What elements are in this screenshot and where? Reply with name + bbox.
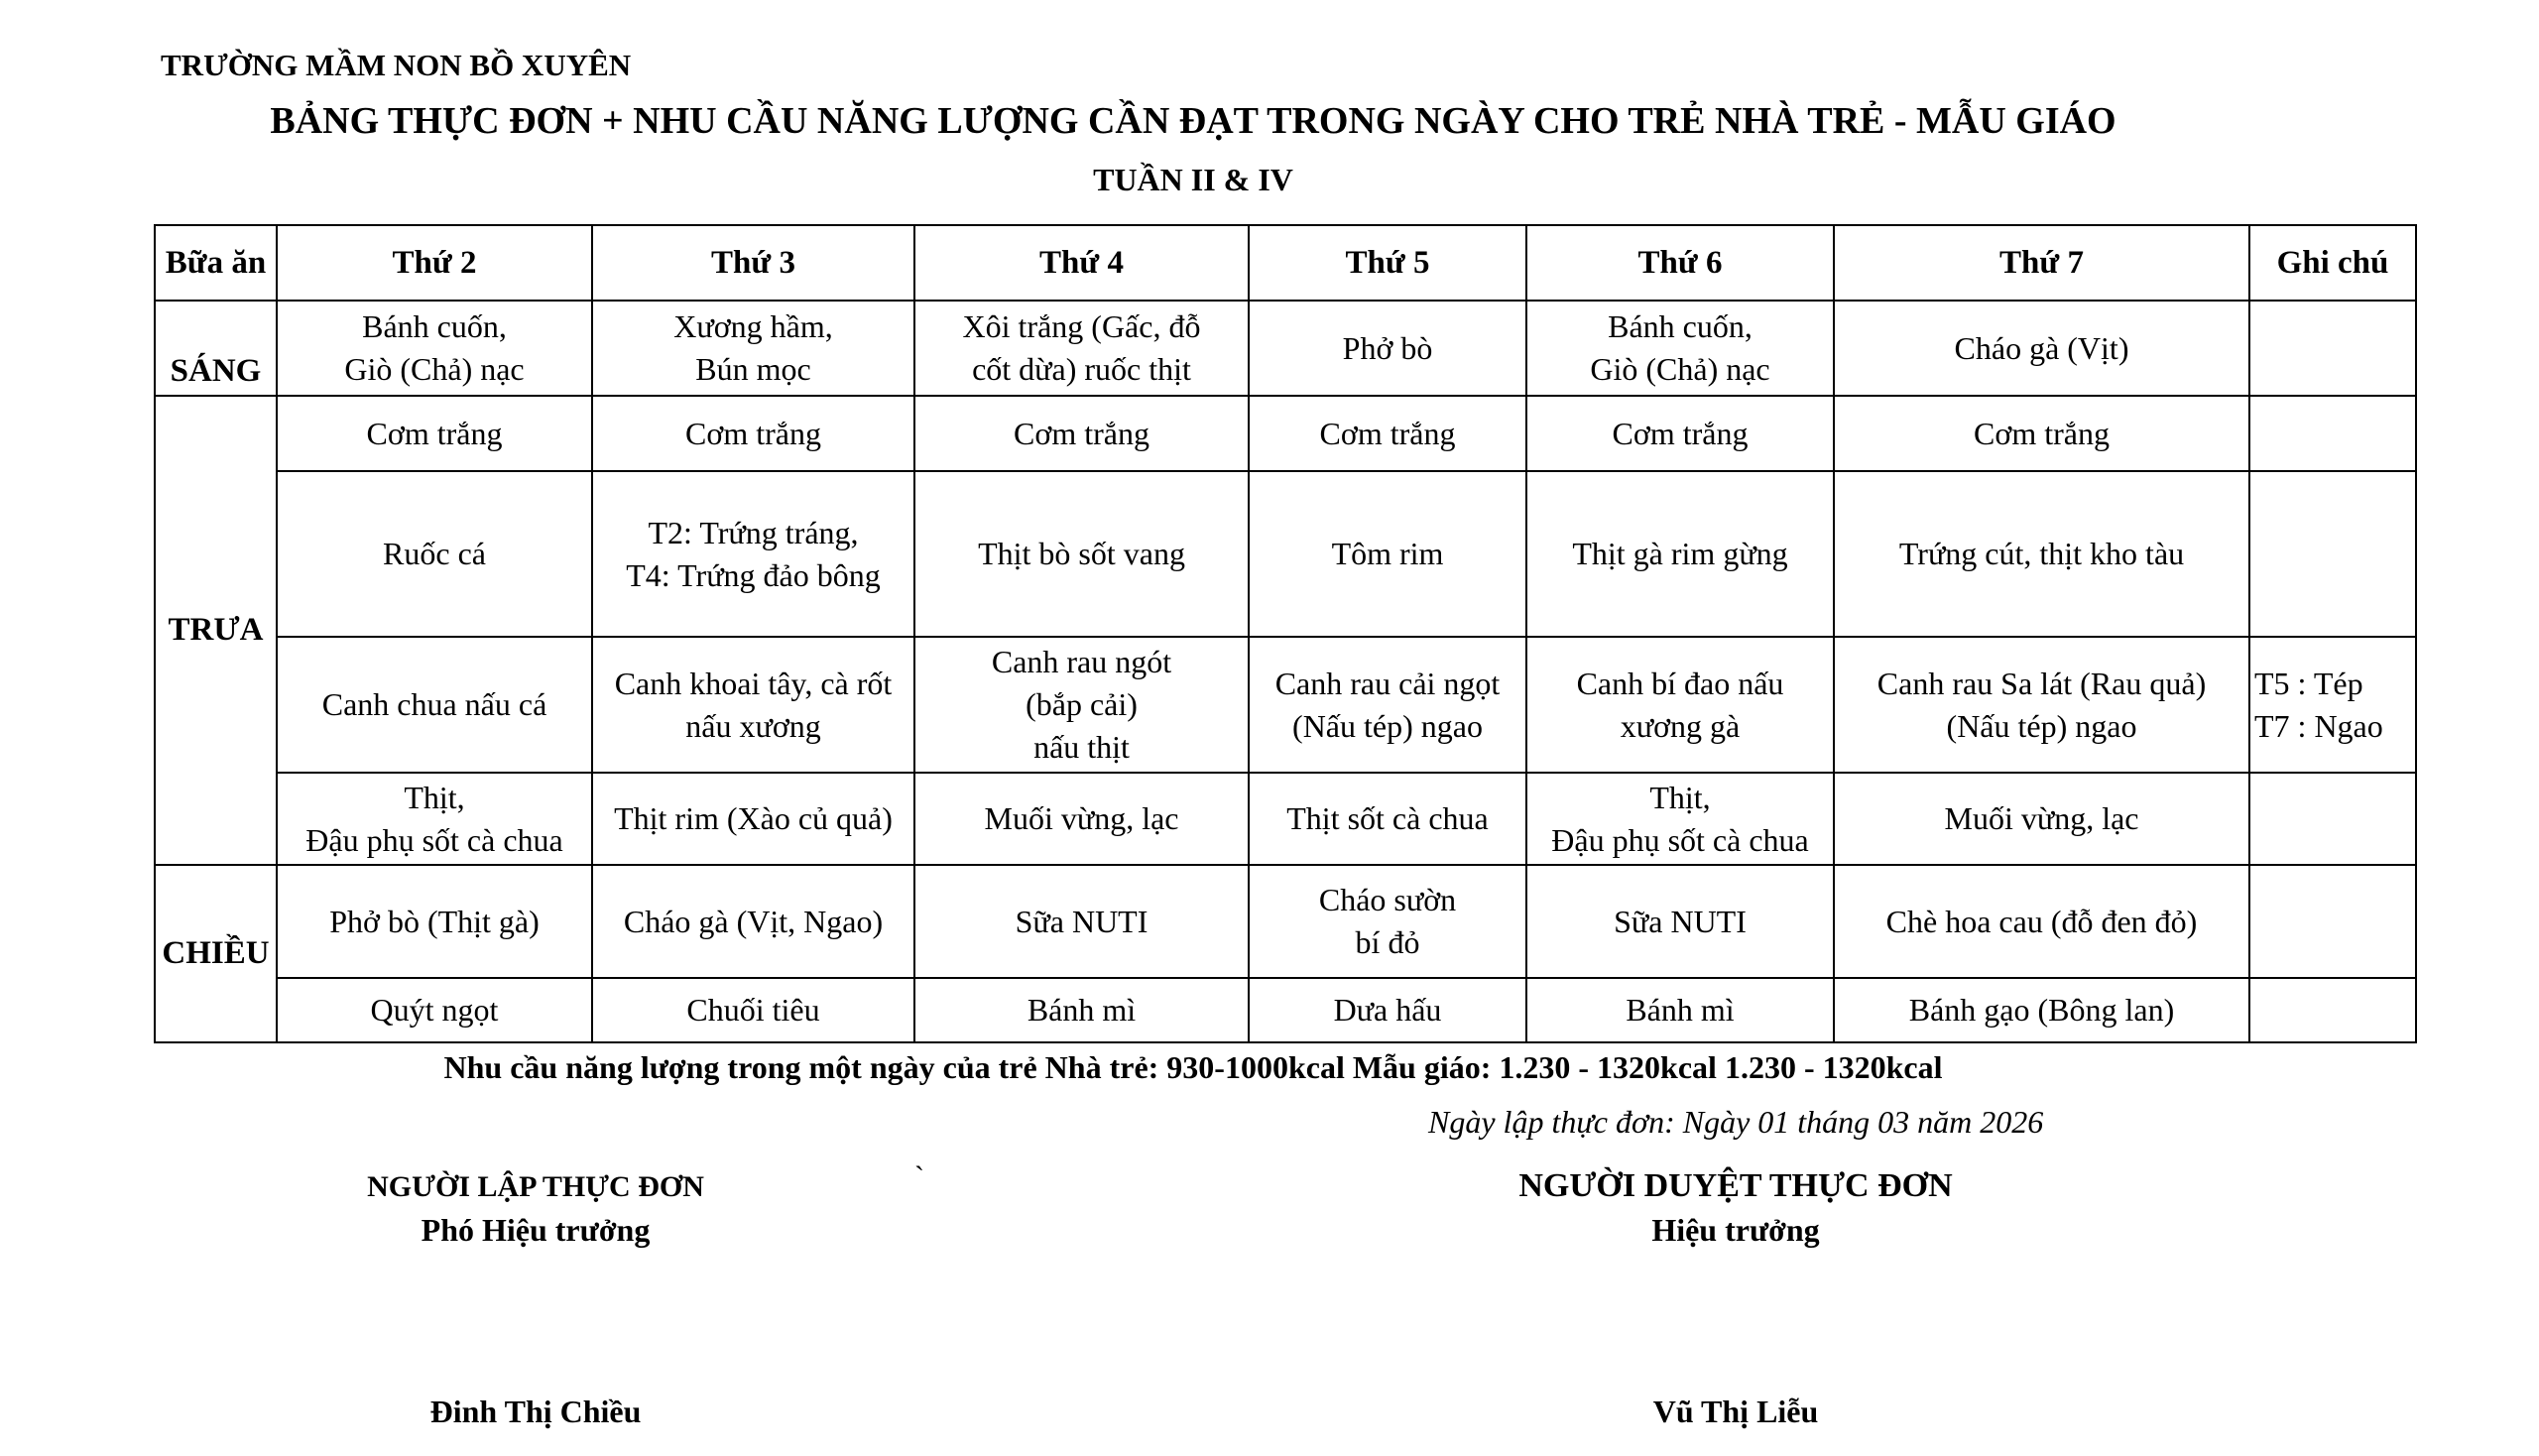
menu-cell: Thịt rim (Xào củ quả): [592, 773, 914, 865]
menu-cell: Ruốc cá: [277, 471, 592, 637]
menu-cell: Canh chua nấu cá: [277, 637, 592, 773]
menu-cell: Phở bò: [1249, 301, 1526, 396]
header-day-2: Thứ 2: [277, 225, 592, 301]
note-cell: [2249, 471, 2416, 637]
header-note: Ghi chú: [2249, 225, 2416, 301]
note-cell: T5 : Tép T7 : Ngao: [2249, 637, 2416, 773]
menu-cell: Bánh gạo (Bông lan): [1834, 978, 2249, 1042]
meal-label-morning: SÁNG: [155, 301, 277, 396]
menu-cell: Thịt bò sốt vang: [914, 471, 1249, 637]
menu-cell: Canh bí đao nấu xương gà: [1526, 637, 1834, 773]
week-label: TUẦN II & IV: [1093, 162, 1293, 197]
menu-cell: Canh khoai tây, cà rốt nấu xương: [592, 637, 914, 773]
menu-cell: Trứng cút, thịt kho tàu: [1834, 471, 2249, 637]
header-day-6: Thứ 6: [1526, 225, 1834, 301]
row-breakfast: [155, 301, 2416, 396]
meal-label-afternoon: CHIỀU: [155, 865, 277, 1042]
menu-cell: Sữa NUTI: [1526, 865, 1834, 978]
header-day-5: Thứ 5: [1249, 225, 1526, 301]
note-cell: [2249, 396, 2416, 471]
header-day-4: Thứ 4: [914, 225, 1249, 301]
menu-cell: Bánh cuốn, Giò (Chả) nạc: [277, 301, 592, 396]
note-cell: [2249, 773, 2416, 865]
menu-table: [154, 224, 2417, 1043]
header-day-3: Thứ 3: [592, 225, 914, 301]
school-name: TRƯỜNG MẦM NON BỒ XUYÊN: [161, 48, 632, 82]
menu-cell: Canh rau cải ngọt (Nấu tép) ngao: [1249, 637, 1526, 773]
document-title: BẢNG THỰC ĐƠN + NHU CẦU NĂNG LƯỢNG CẦN ĐẠT TRONG NGÀY CHO TRẺ NHÀ TRẺ - MẪU GIÁO: [270, 100, 2116, 142]
creator-title: Phó Hiệu trưởng: [421, 1212, 651, 1248]
note-cell: [2249, 865, 2416, 978]
row-lunch-rice: [155, 396, 2416, 471]
row-lunch-side: [155, 773, 2416, 865]
menu-cell: Cơm trắng: [1526, 396, 1834, 471]
approver-name: Vũ Thị Liễu: [1652, 1394, 1819, 1429]
menu-cell: T2: Trứng tráng, T4: Trứng đảo bông: [592, 471, 914, 637]
creator-role: NGƯỜI LẬP THỰC ĐƠN: [367, 1170, 704, 1203]
row-lunch-main: [155, 471, 2416, 637]
menu-cell: Canh rau Sa lát (Rau quả) (Nấu tép) ngao: [1834, 637, 2249, 773]
header-row: [155, 225, 2416, 301]
creator-name: Đinh Thị Chiều: [429, 1394, 642, 1429]
menu-cell: Muối vừng, lạc: [1834, 773, 2249, 865]
meal-label-lunch: TRƯA: [155, 396, 277, 865]
menu-cell: Xôi trắng (Gấc, đỗ cốt dừa) ruốc thịt: [914, 301, 1249, 396]
energy-requirement: Nhu cầu năng lượng trong một ngày của trẻ Nhà trẻ: 930-1000kcal Mẫu giáo: 1.230 - 1320kcal 1.230 - 1320kcal: [443, 1049, 1943, 1085]
note-cell: [2249, 301, 2416, 396]
row-afternoon-main: [155, 865, 2416, 978]
menu-cell: Cơm trắng: [1249, 396, 1526, 471]
row-afternoon-snack: [155, 978, 2416, 1042]
menu-cell: Sữa NUTI: [914, 865, 1249, 978]
menu-cell: Cháo sườn bí đỏ: [1249, 865, 1526, 978]
menu-date: Ngày lập thực đơn: Ngày 01 tháng 03 năm 2026: [1428, 1104, 2044, 1140]
menu-cell: Cơm trắng: [592, 396, 914, 471]
menu-cell: Tôm rim: [1249, 471, 1526, 637]
menu-cell: Bánh mì: [1526, 978, 1834, 1042]
menu-cell: Cơm trắng: [1834, 396, 2249, 471]
menu-cell: Cơm trắng: [277, 396, 592, 471]
menu-cell: Cháo gà (Vịt, Ngao): [592, 865, 914, 978]
menu-cell: Bánh cuốn, Giò (Chả) nạc: [1526, 301, 1834, 396]
menu-cell: Bánh mì: [914, 978, 1249, 1042]
menu-cell: Thịt gà rim gừng: [1526, 471, 1834, 637]
menu-cell: Canh rau ngót (bắp cải) nấu thịt: [914, 637, 1249, 773]
approver-role: NGƯỜI DUYỆT THỰC ĐƠN: [1518, 1167, 1953, 1204]
menu-cell: Thịt, Đậu phụ sốt cà chua: [277, 773, 592, 865]
menu-cell: Muối vừng, lạc: [914, 773, 1249, 865]
menu-cell: Thịt, Đậu phụ sốt cà chua: [1526, 773, 1834, 865]
menu-cell: Thịt sốt cà chua: [1249, 773, 1526, 865]
note-cell: [2249, 978, 2416, 1042]
menu-cell: Chuối tiêu: [592, 978, 914, 1042]
menu-cell: Quýt ngọt: [277, 978, 592, 1042]
menu-cell: Dưa hấu: [1249, 978, 1526, 1042]
menu-cell: Cơm trắng: [914, 396, 1249, 471]
header-day-7: Thứ 7: [1834, 225, 2249, 301]
menu-cell: Phở bò (Thịt gà): [277, 865, 592, 978]
tick-mark: `: [914, 1160, 924, 1193]
menu-cell: Chè hoa cau (đỗ đen đỏ): [1834, 865, 2249, 978]
menu-cell: Xương hầm, Bún mọc: [592, 301, 914, 396]
header-meal: Bữa ăn: [155, 225, 277, 301]
approver-title: Hiệu trưởng: [1651, 1212, 1820, 1248]
menu-cell: Cháo gà (Vịt): [1834, 301, 2249, 396]
row-lunch-soup: [155, 637, 2416, 773]
